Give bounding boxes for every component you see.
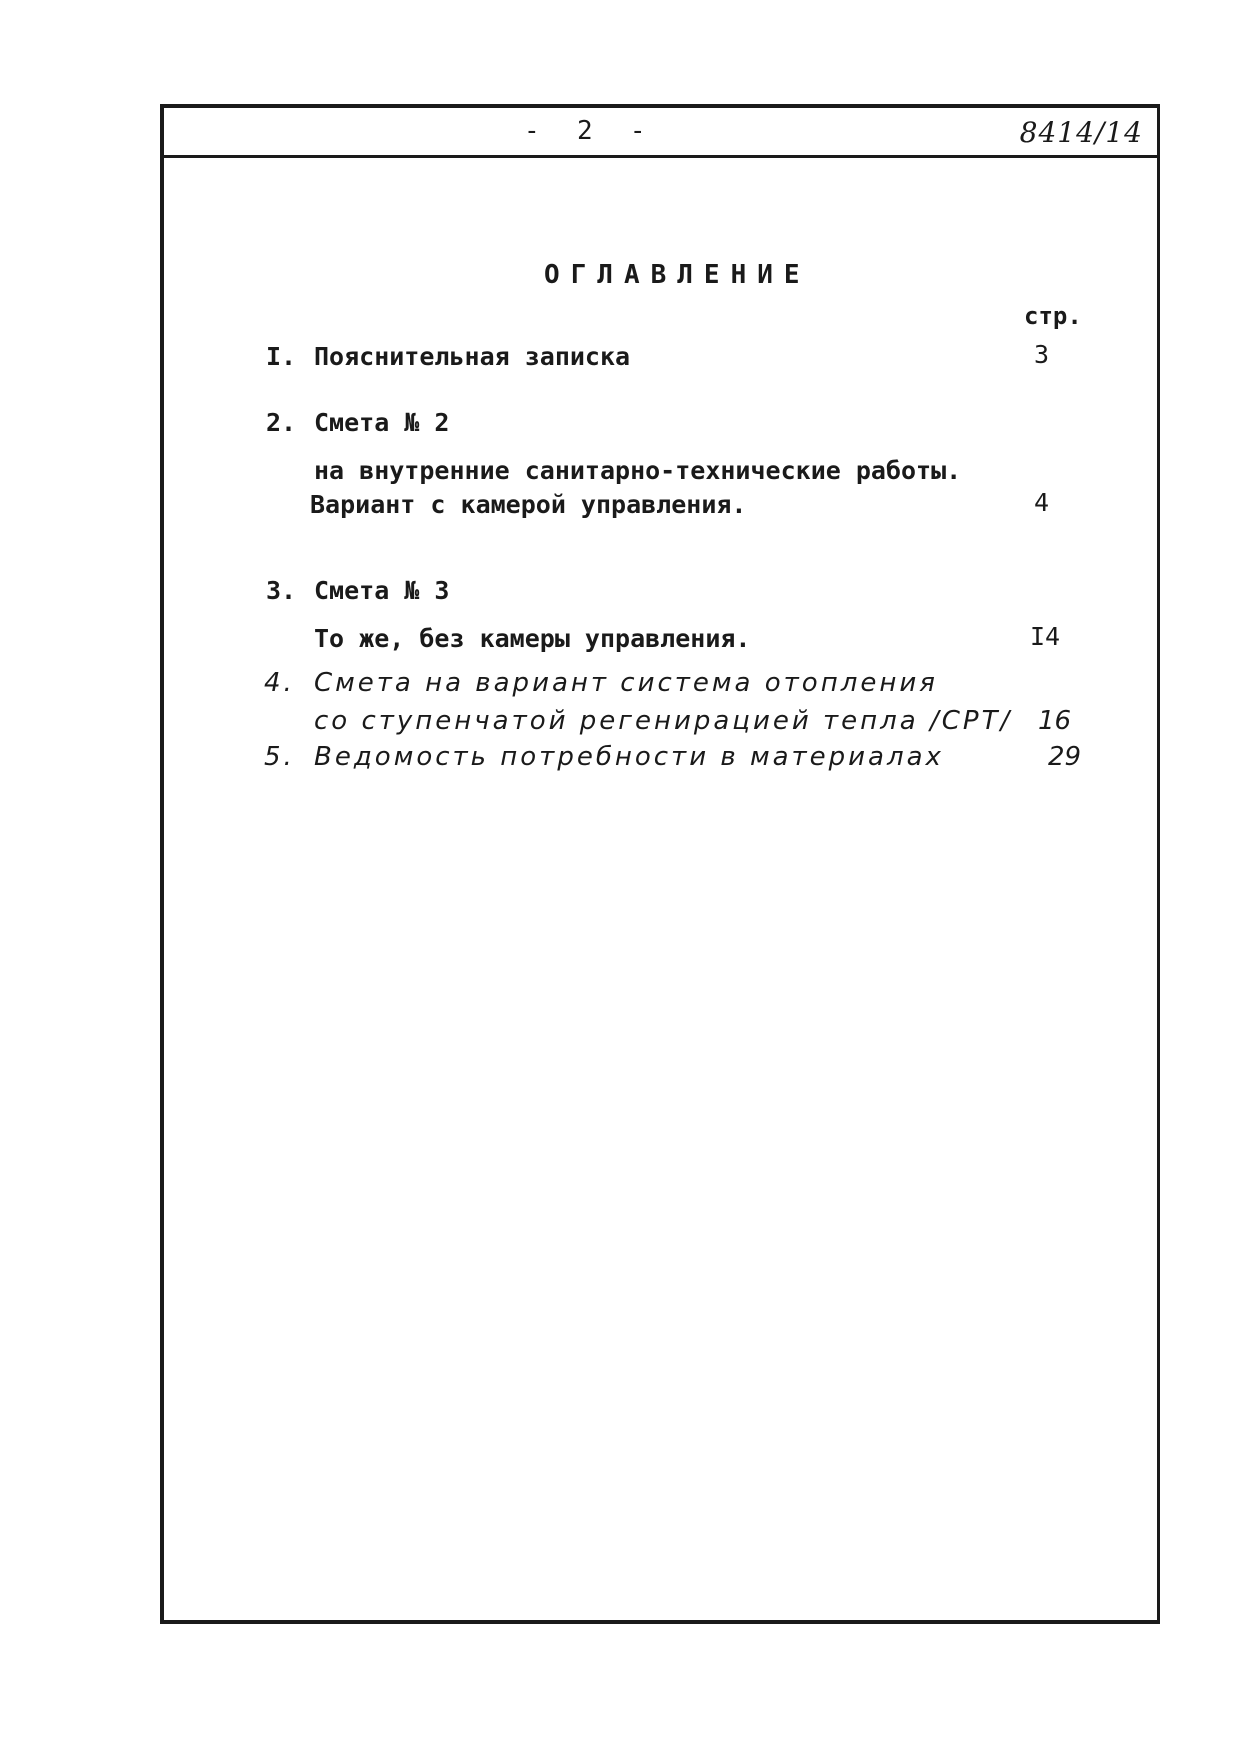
toc-entry-4-page: 16: [1038, 706, 1072, 736]
toc-entry-3-number: 3.: [266, 576, 297, 605]
toc-entry-5-line-1: Ведомость потребности в материалах: [314, 742, 944, 772]
toc-entry-3-line-2: То же, без камеры управления.: [314, 624, 751, 653]
toc-entry-1-line-1: Пояснительная записка: [314, 342, 631, 371]
toc-entry-1-page: 3: [1034, 340, 1050, 369]
header-band: [164, 108, 1157, 158]
page-column-label: стр.: [1024, 302, 1082, 330]
toc-entry-2-number: 2.: [266, 408, 297, 437]
toc-entry-5-number: 5.: [264, 742, 295, 772]
toc-entry-4-number: 4.: [264, 668, 295, 698]
page-frame: [160, 104, 1160, 1624]
toc-entry-3-page: I4: [1030, 622, 1061, 651]
toc-entry-2-line-3: Вариант с камерой управления.: [310, 490, 747, 519]
page-number: - 2 -: [524, 116, 648, 146]
toc-entry-3-line-1: Смета № 3: [314, 576, 450, 605]
toc-entry-2-page: 4: [1034, 488, 1050, 517]
toc-title: ОГЛАВЛЕНИЕ: [544, 260, 811, 290]
toc-entry-1-number: I.: [266, 342, 297, 371]
toc-entry-2-line-1: Смета № 2: [314, 408, 450, 437]
toc-entry-4-line-1: Смета на вариант система отопления: [314, 668, 938, 698]
document-code: 8414/14: [1019, 116, 1143, 149]
toc-entry-2-line-2: на внутренние санитарно-технические работы.: [314, 456, 962, 485]
toc-entry-4-line-2: со ступенчатой регенирацией тепла /СРТ/: [314, 706, 1013, 736]
toc-entry-5-page: 29: [1048, 742, 1082, 772]
